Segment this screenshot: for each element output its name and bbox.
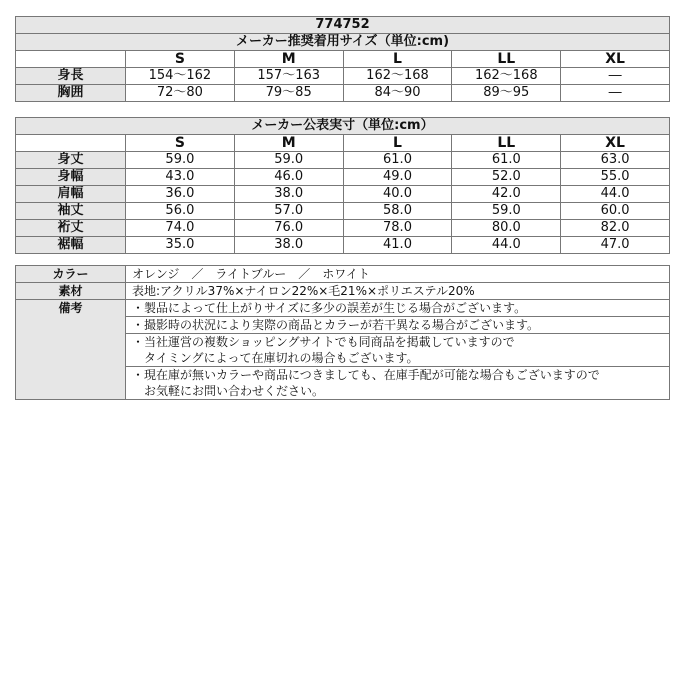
table-cell: 46.0	[234, 169, 343, 186]
table-cell: 52.0	[452, 169, 561, 186]
table-cell: 80.0	[452, 220, 561, 237]
table-cell: 74.0	[126, 220, 235, 237]
table-cell: 57.0	[234, 203, 343, 220]
note-line: ・当社運営の複数ショッピングサイトでも同商品を掲載していますので	[132, 335, 515, 349]
table-cell: 162〜168	[343, 68, 452, 85]
table-cell: 61.0	[452, 152, 561, 169]
table-row	[16, 152, 670, 169]
size-header: XL	[561, 51, 670, 68]
row-label: 裾幅	[16, 237, 126, 254]
table-cell: 55.0	[561, 169, 670, 186]
table-cell: 162〜168	[452, 68, 561, 85]
row-label: 身幅	[16, 169, 126, 186]
size-header: LL	[452, 135, 561, 152]
recommended-size-title: メーカー推奨着用サイズ（単位:cm)	[16, 34, 670, 51]
row-label: 裄丈	[16, 220, 126, 237]
size-header: L	[343, 51, 452, 68]
size-header-row	[16, 51, 670, 68]
table-cell: 82.0	[561, 220, 670, 237]
table-cell: 43.0	[126, 169, 235, 186]
table-cell: 58.0	[343, 203, 452, 220]
table-row	[16, 220, 670, 237]
table-cell: 49.0	[343, 169, 452, 186]
table-cell: 154〜162	[126, 68, 235, 85]
color-row	[16, 266, 670, 283]
size-header: LL	[452, 51, 561, 68]
size-header: S	[126, 135, 235, 152]
note-row	[16, 300, 670, 317]
table-cell: 157〜163	[234, 68, 343, 85]
size-header: S	[126, 51, 235, 68]
material-label: 素材	[16, 283, 126, 300]
table-cell: 44.0	[561, 186, 670, 203]
table-cell: 63.0	[561, 152, 670, 169]
row-label: 袖丈	[16, 203, 126, 220]
actual-size-title: メーカー公表実寸（単位:cm）	[16, 118, 670, 135]
table-cell: 84〜90	[343, 85, 452, 102]
note-line: ・現在庫が無いカラーや商品につきましても、在庫手配が可能な場合もございますので	[132, 368, 600, 382]
table-cell: 60.0	[561, 203, 670, 220]
corner-cell	[16, 51, 126, 68]
table-cell: 59.0	[452, 203, 561, 220]
table-cell: 38.0	[234, 237, 343, 254]
table-cell: ―	[561, 85, 670, 102]
table-cell: 59.0	[126, 152, 235, 169]
actual-size-table	[15, 117, 670, 254]
size-header: XL	[561, 135, 670, 152]
material-value: 表地:アクリル37%×ナイロン22%×毛21%×ポリエステル20%	[126, 283, 670, 300]
table-cell: 56.0	[126, 203, 235, 220]
note-block	[126, 367, 670, 400]
note-line: ・製品によって仕上がりサイズに多少の誤差が生じる場合がございます。	[126, 300, 670, 317]
notes-label: 備考	[16, 300, 126, 400]
table-row	[16, 169, 670, 186]
row-label: 身長	[16, 68, 126, 85]
size-header: M	[234, 135, 343, 152]
table-cell: 35.0	[126, 237, 235, 254]
table-cell: 44.0	[452, 237, 561, 254]
table-cell: 89〜95	[452, 85, 561, 102]
recommended-size-table	[15, 16, 670, 102]
note-line: タイミングによって在庫切れの場合もございます。	[132, 351, 419, 365]
table-row	[16, 85, 670, 102]
table-cell: 42.0	[452, 186, 561, 203]
row-label: 胸囲	[16, 85, 126, 102]
corner-cell	[16, 135, 126, 152]
row-label: 身丈	[16, 152, 126, 169]
note-line: ・撮影時の状況により実際の商品とカラーが若干異なる場合がございます。	[126, 317, 670, 334]
table-cell: 79〜85	[234, 85, 343, 102]
material-row	[16, 283, 670, 300]
table-cell: 59.0	[234, 152, 343, 169]
size-header: L	[343, 135, 452, 152]
size-header-row	[16, 135, 670, 152]
note-line: お気軽にお問い合わせください。	[132, 384, 325, 398]
table-cell: 78.0	[343, 220, 452, 237]
table-cell: 61.0	[343, 152, 452, 169]
table-row	[16, 68, 670, 85]
product-info-table	[15, 265, 670, 400]
note-block	[126, 334, 670, 367]
table-row	[16, 203, 670, 220]
table-cell: 47.0	[561, 237, 670, 254]
row-label: 肩幅	[16, 186, 126, 203]
color-value: オレンジ ／ ライトブルー ／ ホワイト	[126, 266, 670, 283]
table-cell: 36.0	[126, 186, 235, 203]
color-label: カラー	[16, 266, 126, 283]
table-cell: 41.0	[343, 237, 452, 254]
table-cell: 72〜80	[126, 85, 235, 102]
table-cell: 76.0	[234, 220, 343, 237]
size-header: M	[234, 51, 343, 68]
product-code: 774752	[16, 17, 670, 34]
table-row	[16, 237, 670, 254]
table-row	[16, 186, 670, 203]
table-cell: 38.0	[234, 186, 343, 203]
table-cell: 40.0	[343, 186, 452, 203]
table-cell: ―	[561, 68, 670, 85]
